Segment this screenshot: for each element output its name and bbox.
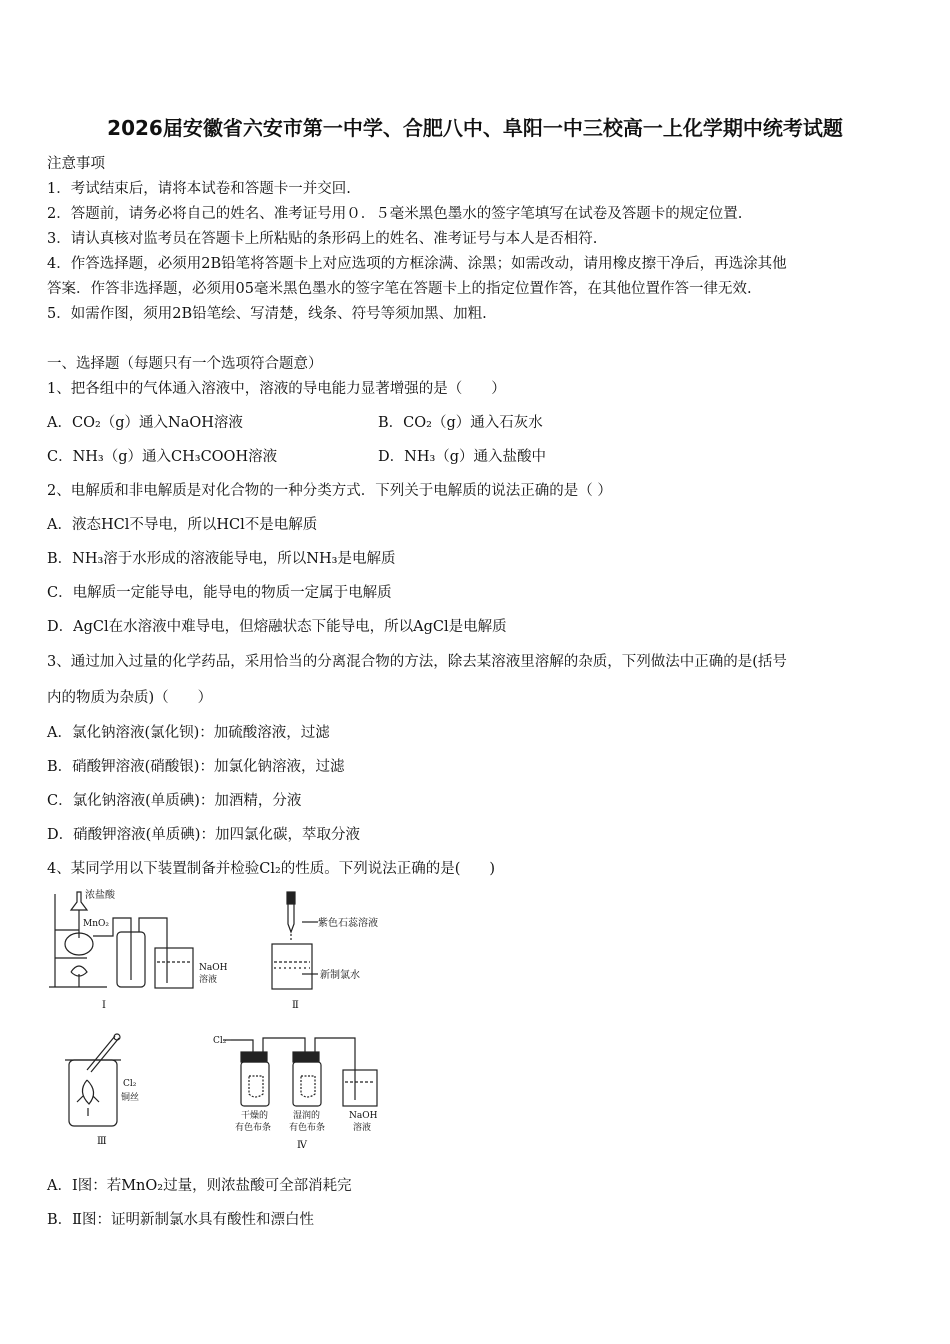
dropper-bulb [287,892,295,904]
notice-item-3: 3．请认真核对监考员在答题卡上所粘贴的条形码上的姓名、准考证号与本人是否相符. [47,231,598,247]
q2-option-d: D．AgCl在水溶液中难导电，但熔融状态下能导电，所以AgCl是电解质 [47,619,507,635]
fig4-label-dry: 干燥的 [241,1111,269,1121]
q1-option-b: B．CO₂（g）通入石灰水 [378,415,543,431]
notice-item-1: 1．考试结束后，请将本试卷和答题卡一并交回. [47,181,351,197]
q4-stem: 4、某同学用以下装置制备并检验Cl₂的性质。下列说法正确的是( ) [47,861,496,877]
q3-option-b: B．硝酸钾溶液(硝酸银)：加氯化钠溶液，过滤 [47,759,345,775]
fig3-number: Ⅲ [97,1136,107,1147]
figure-apparatus-3 [47,1030,177,1155]
fig4-number: Ⅳ [297,1140,307,1151]
q2-option-b: B．NH₃溶于水形成的溶液能导电，所以NH₃是电解质 [47,551,396,567]
q1-option-c: C．NH₃（g）通入CH₃COOH溶液 [47,449,278,465]
fig1-label-mno2: MnO₂ [83,919,109,929]
fig4-label-wet: 湿润的 [293,1111,321,1121]
notice-item-2: 2．答题前，请务必将自己的姓名、准考证号用０．５毫米黑色墨水的签字笔填写在试卷及答题卡的规定位置. [47,206,743,222]
q1-option-a: A．CO₂（g）通入NaOH溶液 [47,415,243,431]
q3-stem-line2: 内的物质为杂质)（ ） [47,690,213,706]
bottle-wet-cloth [293,1062,321,1106]
notice-item-4-cont: 答案．作答非选择题，必须用05毫米黑色墨水的签字笔在答题卡上的指定位置作答，在其他位置作答一律无效. [47,281,752,297]
q2-stem: 2、电解质和非电解质是对化合物的一种分类方式．下列关于电解质的说法正确的是（ ） [47,483,612,499]
q3-option-c: C．氯化钠溶液(单质碘)：加酒精，分液 [47,793,302,809]
q3-option-d: D．硝酸钾溶液(单质碘)：加四氯化碳，萃取分液 [47,827,360,843]
section-heading: 一、选择题（每题只有一个选项符合题意） [47,356,323,372]
naoh-beaker [155,948,193,988]
notice-heading: 注意事项 [47,156,105,172]
q3-stem-line1: 3、通过加入过量的化学药品，采用恰当的分离混合物的方法，除去某溶液里溶解的杂质，下列做法中正确的是(括号 [47,654,787,670]
fig2-number: Ⅱ [292,1000,299,1011]
fig2-label-litmus: 紫色石蕊溶液 [318,918,378,929]
q3-option-a: A．氯化钠溶液(氯化钡)：加硫酸溶液，过滤 [47,725,330,741]
figure-apparatus-1 [47,888,247,1018]
notice-item-4: 4．作答选择题，必须用2B铅笔将答题卡上对应选项的方框涂满、涂黑；如需改动，请用橡皮擦干净后，再选涂其他 [47,256,787,272]
notice-item-5: 5．如需作图，须用2B铅笔绘、写清楚，线条、符号等须加黑、加粗. [47,306,487,322]
fig4-label-solution: 溶液 [353,1123,372,1133]
q1-option-d: D．NH₃（g）通入盐酸中 [378,449,547,465]
fig4-label-cloth-2: 有色布条 [289,1123,326,1133]
fig3-label-cl2: Cl₂ [123,1079,137,1089]
q4-option-b: B．Ⅱ图：证明新制氯水具有酸性和漂白性 [47,1212,315,1228]
exam-title: 2026届安徽省六安市第一中学、合肥八中、阜阳一中三校高一上化学期中统考试题 [107,116,843,140]
crucible-tongs [87,1036,119,1072]
fig1-label-hcl: 浓盐酸 [85,890,115,901]
fig4-label-cloth-1: 有色布条 [235,1123,272,1133]
fig3-label-copper: 铜丝 [121,1093,140,1103]
fig1-number: Ⅰ [102,1000,106,1011]
fig4-label-cl2: Cl₂ [213,1036,227,1046]
q4-option-a: A．Ⅰ图：若MnO₂过量，则浓盐酸可全部消耗完 [47,1178,352,1194]
figure-apparatus-4 [205,1030,395,1155]
bottle-dry-cloth [241,1062,269,1106]
naoh-beaker-2 [343,1070,377,1106]
chlorine-water-beaker [272,944,312,989]
dropper-tube [288,904,294,932]
figure-apparatus-2 [262,888,392,1018]
copper-wire [82,1080,93,1104]
fig1-label-solution: 溶液 [199,975,218,985]
fig2-label-chlorine-water: 新制氯水 [320,970,360,981]
fig1-label-naoh: NaOH [199,963,228,973]
q2-option-a: A．液态HCl不导电，所以HCl不是电解质 [47,517,318,533]
q1-stem: 1、把各组中的气体通入溶液中，溶液的导电能力显著增强的是（ ） [47,381,506,397]
fig4-label-naoh: NaOH [349,1111,378,1121]
q2-option-c: C．电解质一定能导电，能导电的物质一定属于电解质 [47,585,392,601]
